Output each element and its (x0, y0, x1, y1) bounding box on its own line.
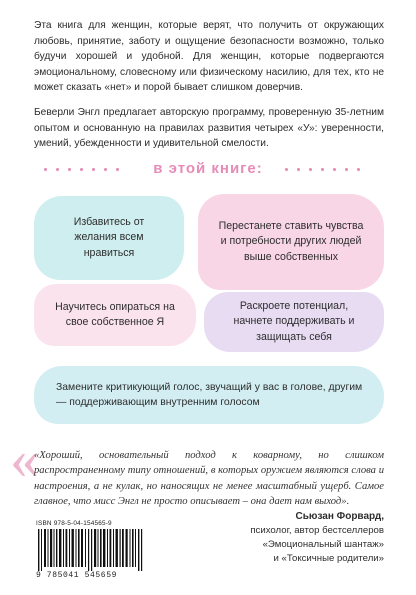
quote-author (250, 510, 384, 566)
intro-paragraph-1: Эта книга для женщин, которые верят, что получить от окружающих любовь, принятие, заботу и ощущение безопасности возможно, только будучи хорошей и удобной. Для женщин, которые подвергаются эмоциональному, словесному или физическому насилию, для тех, кто не может сказать «нет» и порой бывает слишком доверчив. (34, 20, 384, 94)
author-book-2: и «Токсичные родители» (273, 553, 384, 564)
intro-text (34, 18, 384, 161)
author-name: Сьюзан Форвард, (295, 511, 384, 522)
benefit-item (204, 292, 384, 352)
barcode-block (34, 520, 152, 584)
author-book-1: «Эмоциональный шантаж» (262, 539, 384, 550)
benefit-item (34, 284, 196, 346)
benefit-label: Перестанете ставить чувства и потребности других людей выше собственных (218, 219, 364, 263)
benefit-label: Раскроете потенциал, начнете поддерживать и защищать себя (233, 299, 355, 343)
benefit-item (34, 366, 384, 424)
decorative-dots-right (285, 168, 360, 171)
benefit-label: Замените критикующий голос, звучащий у вас в голове, другим — поддерживающим внутренним голосом (56, 381, 363, 408)
barcode-digits: 9 785041 545659 (36, 571, 118, 580)
section-title: в этой книге: (153, 160, 263, 177)
benefit-item (34, 196, 184, 280)
benefit-item (198, 194, 384, 290)
benefit-label: Избавитесь от желания всем нравиться (73, 215, 145, 259)
author-title: психолог, автор бестселлеров (250, 525, 384, 536)
isbn-label: ISBN 978-5-04-154565-9 (36, 520, 112, 527)
barcode-icon (34, 529, 150, 571)
intro-paragraph-2: Беверли Энгл предлагает авторскую программу, проверенную 35-летним опытом и основанную на правилах развития четырех «У»: уверенности, умений, убежденности и удивительной смелости. (34, 106, 384, 150)
benefit-label: Научитесь опираться на свое собственное Я (55, 300, 175, 328)
quote-mark-icon: « (10, 426, 39, 491)
review-quote: «Хороший, основательный подход к коварному, но слишком распространенному типу отношений, в которых оружием являются слова и настроения, а не кулак, но наносящих не менее масштабный ущерб. Самое главное, что мисс Энгл не просто описывает – она дает нам выход». (34, 450, 384, 508)
